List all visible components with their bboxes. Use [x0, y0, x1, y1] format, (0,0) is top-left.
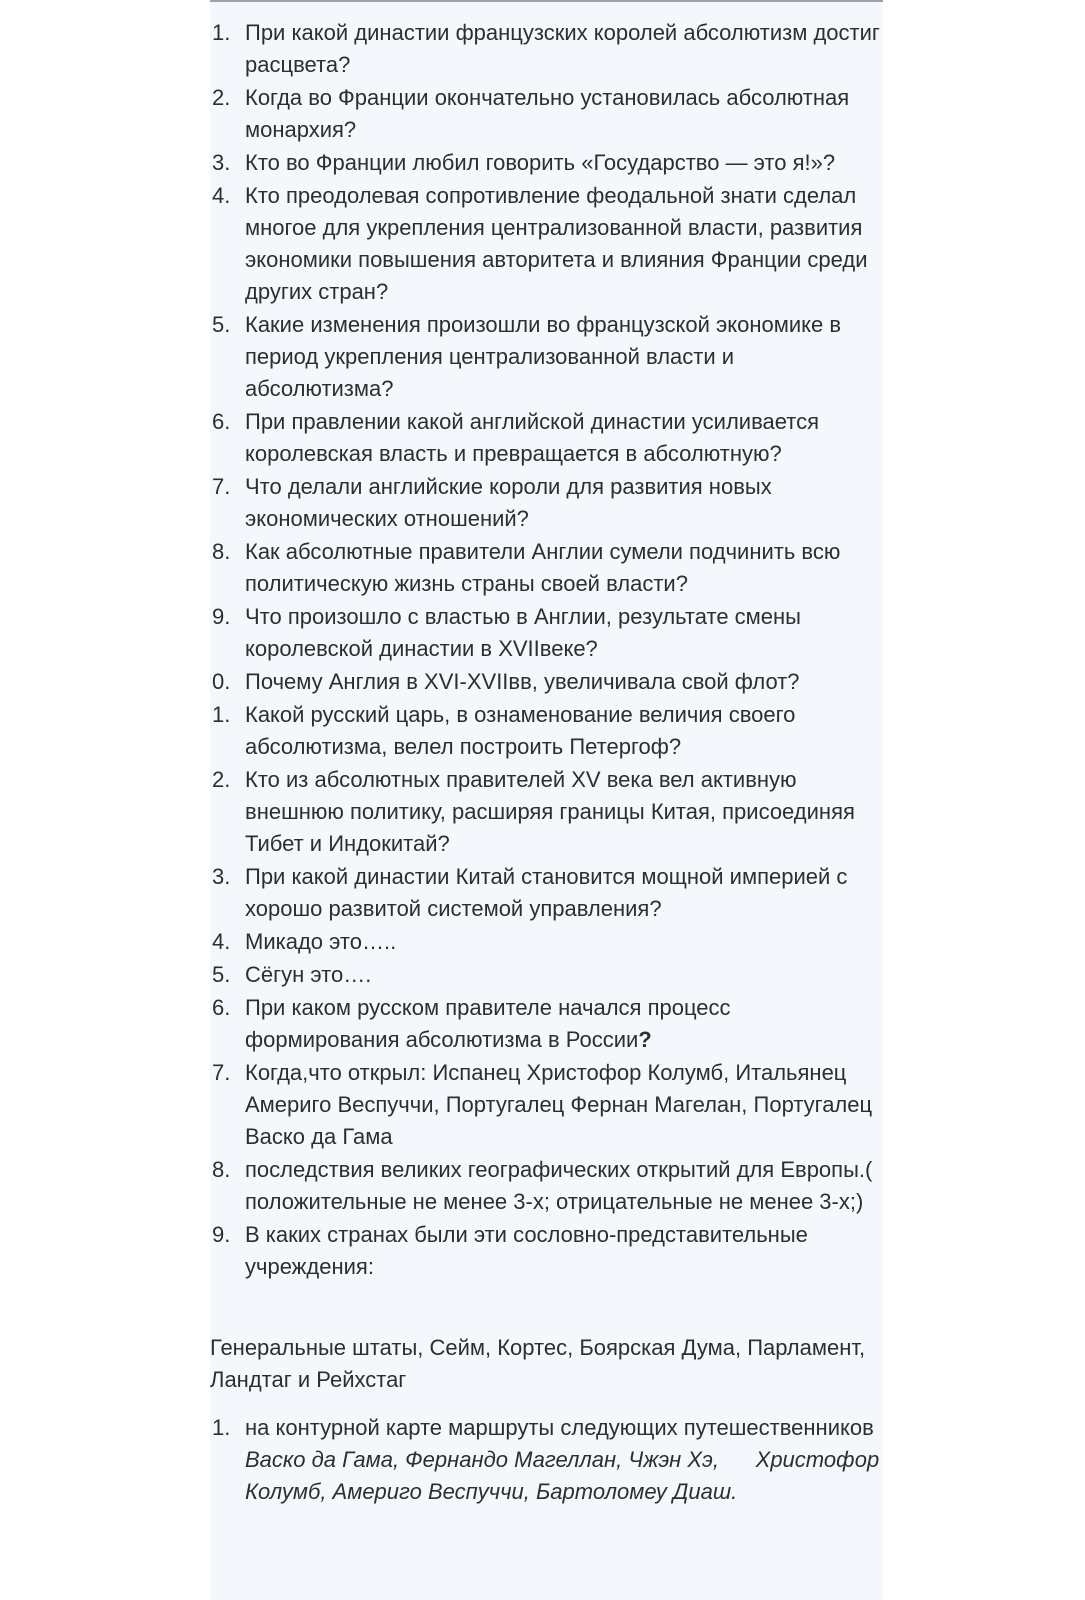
question-text: Кто во Франции любил говорить «Государство — это я!»? [245, 150, 836, 175]
list-item-number: 6. [212, 409, 231, 434]
list-item-text [245, 309, 883, 405]
list-item-text [245, 601, 883, 665]
list-item-number: 5. [212, 962, 231, 987]
list-item-number: 8. [212, 1157, 231, 1182]
list-item-text [245, 1154, 883, 1218]
list-item-number: 9. [212, 1222, 231, 1247]
question-mark-bold: ? [638, 1027, 652, 1052]
question-text: При какой династии Китай становится мощной империей с хорошо развитой системой управления? [245, 864, 848, 921]
list-item-text [245, 406, 883, 470]
list-item [210, 147, 883, 179]
question-text: Когда,что открыл: Испанец Христофор Колумб, Итальянец Америго Веспуччи, Португалец Фернан Магелан, Португалец Васко да Гама [245, 1060, 873, 1149]
question-text: Что произошло с властью в Англии, результате смены королевской династии в XVIIвеке? [245, 604, 801, 661]
question-text: При какой династии французских королей абсолютизм достиг расцвета? [245, 20, 880, 77]
list-item-number: 4. [212, 929, 231, 954]
list-item-number: 1. [212, 702, 231, 727]
list-item [210, 1154, 883, 1218]
question-document [210, 2, 886, 1600]
traveler-names: Васко да Гама, Фернандо Магеллан, Чжэн Хэ, Христофор Колумб, Америго Веспуччи, Бартоломеу Диаш. [245, 1447, 886, 1504]
list-item-number: 7. [212, 474, 231, 499]
list-item [210, 926, 883, 958]
list-item [210, 861, 883, 925]
list-item-text [245, 471, 883, 535]
list-item-number: 8. [212, 539, 231, 564]
list-item [210, 1412, 886, 1508]
list-item [210, 82, 883, 146]
question-text: Кто из абсолютных правителей XV века вел активную внешнюю политику, расширяя границы Китая, присоединяя Тибет и Индокитай? [245, 767, 855, 856]
question-text: последствия великих географических открытий для Европы.( положительные не менее 3-х; отрицательные не менее 3-х;) [245, 1157, 873, 1214]
list-item [210, 666, 883, 698]
list-item-number: 2. [212, 767, 231, 792]
list-item [210, 699, 883, 763]
list-item-number: 5. [212, 312, 231, 337]
list-item [210, 601, 883, 665]
list-item-text [245, 82, 883, 146]
question-text: При каком русском правителе начался процесс формирования абсолютизма в России [245, 995, 731, 1052]
list-item-text [245, 1412, 886, 1508]
list-item [210, 536, 883, 600]
question-text: В каких странах были эти сословно-представительные учреждения: [245, 1222, 808, 1279]
question-text: Микадо это….. [245, 929, 397, 954]
list-item-text [245, 666, 883, 698]
question-text: Кто преодолевая сопротивление феодальной знати сделал многое для укрепления централизованной власти, развития экономики повышения авторитета и влияния Франции среди других стран? [245, 183, 868, 304]
list-item [210, 1057, 883, 1153]
list-item [210, 309, 883, 405]
institutions-paragraph: Генеральные штаты, Сейм, Кортес, Боярская Дума, Парламент, Ландтаг и Рейхстаг [210, 1335, 866, 1392]
list-item [210, 180, 883, 308]
list-item-text [245, 861, 883, 925]
question-text: При правлении какой английской династии усиливается королевская власть и превращается в абсолютную? [245, 409, 819, 466]
list-item-text [245, 147, 883, 179]
list-item [210, 959, 883, 991]
map-task-list [210, 1412, 886, 1509]
list-item-text [245, 959, 883, 991]
question-text: Когда во Франции окончательно установилась абсолютная монархия? [245, 85, 850, 142]
list-item [210, 1219, 883, 1283]
question-list [210, 17, 883, 1284]
list-item [210, 764, 883, 860]
list-item-number: 1. [212, 1415, 231, 1440]
list-item-text [245, 1219, 883, 1283]
list-item-text [245, 1057, 883, 1153]
list-item-number: 0. [212, 669, 231, 694]
question-text: Что делали английские короли для развития новых экономических отношений? [245, 474, 772, 531]
list-item-number: 4. [212, 183, 231, 208]
list-item-number: 3. [212, 150, 231, 175]
question-text: Почему Англия в XVI-XVIIвв, увеличивала свой флот? [245, 669, 800, 694]
list-item-text [245, 992, 883, 1056]
list-item [210, 992, 883, 1056]
list-item-number: 1. [212, 20, 231, 45]
list-item-text [245, 764, 883, 860]
list-item-text [245, 180, 883, 308]
list-item-number: 9. [212, 604, 231, 629]
question-text: Сёгун это…. [245, 962, 372, 987]
list-item-number: 6. [212, 995, 231, 1020]
list-item [210, 406, 883, 470]
list-item [210, 471, 883, 535]
list-item-number: 3. [212, 864, 231, 889]
list-item-text [245, 536, 883, 600]
question-text: Какие изменения произошли во французской экономике в период укрепления централизованной власти и абсолютизма? [245, 312, 842, 401]
list-item-text [245, 926, 883, 958]
list-item-text [245, 699, 883, 763]
list-item-number: 2. [212, 85, 231, 110]
list-item-text [245, 17, 883, 81]
question-text: Как абсолютные правители Англии сумели подчинить всю политическую жизнь страны своей власти? [245, 539, 841, 596]
list-item [210, 17, 883, 81]
list-item-number: 7. [212, 1060, 231, 1085]
question-text: Какой русский царь, в ознаменование величия своего абсолютизма, велел построить Петергоф? [245, 702, 796, 759]
question-text: на контурной карте маршруты следующих путешественников [245, 1415, 874, 1440]
